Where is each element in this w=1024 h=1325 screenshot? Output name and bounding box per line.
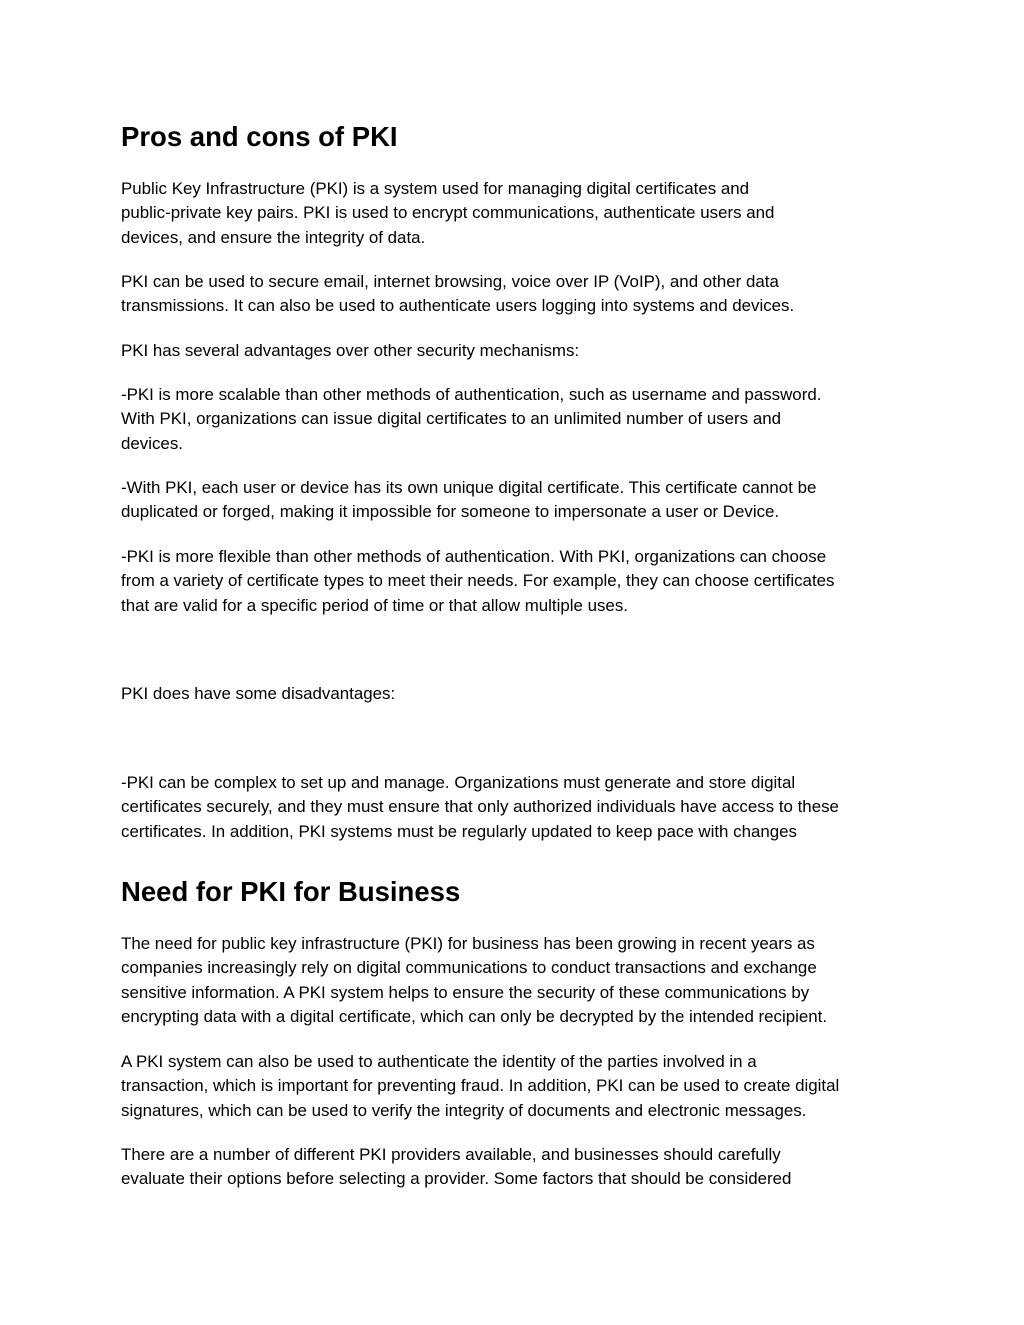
text-line: -With PKI, each user or device has its own unique digital certificate. This certificate cannot be [121,478,817,497]
paragraph-pki-definition [121,177,911,250]
text-line: certificates securely, and they must ensure that only authorized individuals have access to these [121,797,839,817]
text-line: encrypting data with a digital certificate, which can only be decrypted by the intended recipient. [121,1007,828,1027]
text-line: duplicated or forged, making it impossible for someone to impersonate a user or Device. [121,502,780,522]
text-line: PKI does have some disadvantages: [121,684,396,703]
text-line: Public Key Infrastructure (PKI) is a system used for managing digital certificates and [121,179,750,198]
paragraph-business-need [121,932,911,1030]
paragraph-authentication [121,1050,911,1123]
text-line: signatures, which can be used to verify the integrity of documents and electronic messages. [121,1100,807,1120]
paragraph-advantages-intro [121,339,911,363]
text-line: public-private key pairs. PKI is used to encrypt communications, authenticate users and [121,203,775,223]
text-line: PKI has several advantages over other security mechanisms: [121,341,580,360]
text-line: transmissions. It can also be used to authenticate users logging into systems and devices. [121,296,795,316]
text-line: devices. [121,433,183,453]
section-heading-pros-cons: Pros and cons of PKI [121,121,398,152]
text-line: that are valid for a specific period of time or that allow multiple uses. [121,595,628,615]
text-line: from a variety of certificate types to meet their needs. For example, they can choose certificates [121,571,835,591]
paragraph-pki-uses [121,270,911,319]
paragraph-disadvantages-intro [121,682,911,706]
text-line: -PKI can be complex to set up and manage. Organizations must generate and store digital [121,773,796,792]
paragraph-disadvantage-complex [121,771,911,844]
text-line: PKI can be used to secure email, internet browsing, voice over IP (VoIP), and other data [121,272,779,291]
text-line: sensitive information. A PKI system helps to ensure the security of these communications by [121,982,810,1002]
text-line: The need for public key infrastructure (PKI) for business has been growing in recent years as [121,934,815,953]
paragraph-providers [121,1143,911,1192]
text-line: With PKI, organizations can issue digital certificates to an unlimited number of users and [121,409,782,429]
text-line: companies increasingly rely on digital communications to conduct transactions and exchange [121,958,817,978]
text-line: certificates. In addition, PKI systems must be regularly updated to keep pace with changes [121,821,797,841]
text-line: transaction, which is important for preventing fraud. In addition, PKI can be used to create digital [121,1076,840,1096]
paragraph-advantage-flexible [121,545,911,618]
paragraph-advantage-unique [121,476,911,525]
text-line: There are a number of different PKI providers available, and businesses should carefully [121,1145,781,1164]
text-line: -PKI is more flexible than other methods of authentication. With PKI, organizations can choose [121,547,827,566]
text-line: devices, and ensure the integrity of data. [121,227,426,247]
text-line: -PKI is more scalable than other methods of authentication, such as username and password. [121,385,822,404]
text-line: A PKI system can also be used to authenticate the identity of the parties involved in a [121,1052,757,1071]
text-line: evaluate their options before selecting a provider. Some factors that should be considered [121,1169,792,1189]
section-heading-need-for-pki: Need for PKI for Business [121,876,461,907]
paragraph-advantage-scalable [121,383,911,456]
